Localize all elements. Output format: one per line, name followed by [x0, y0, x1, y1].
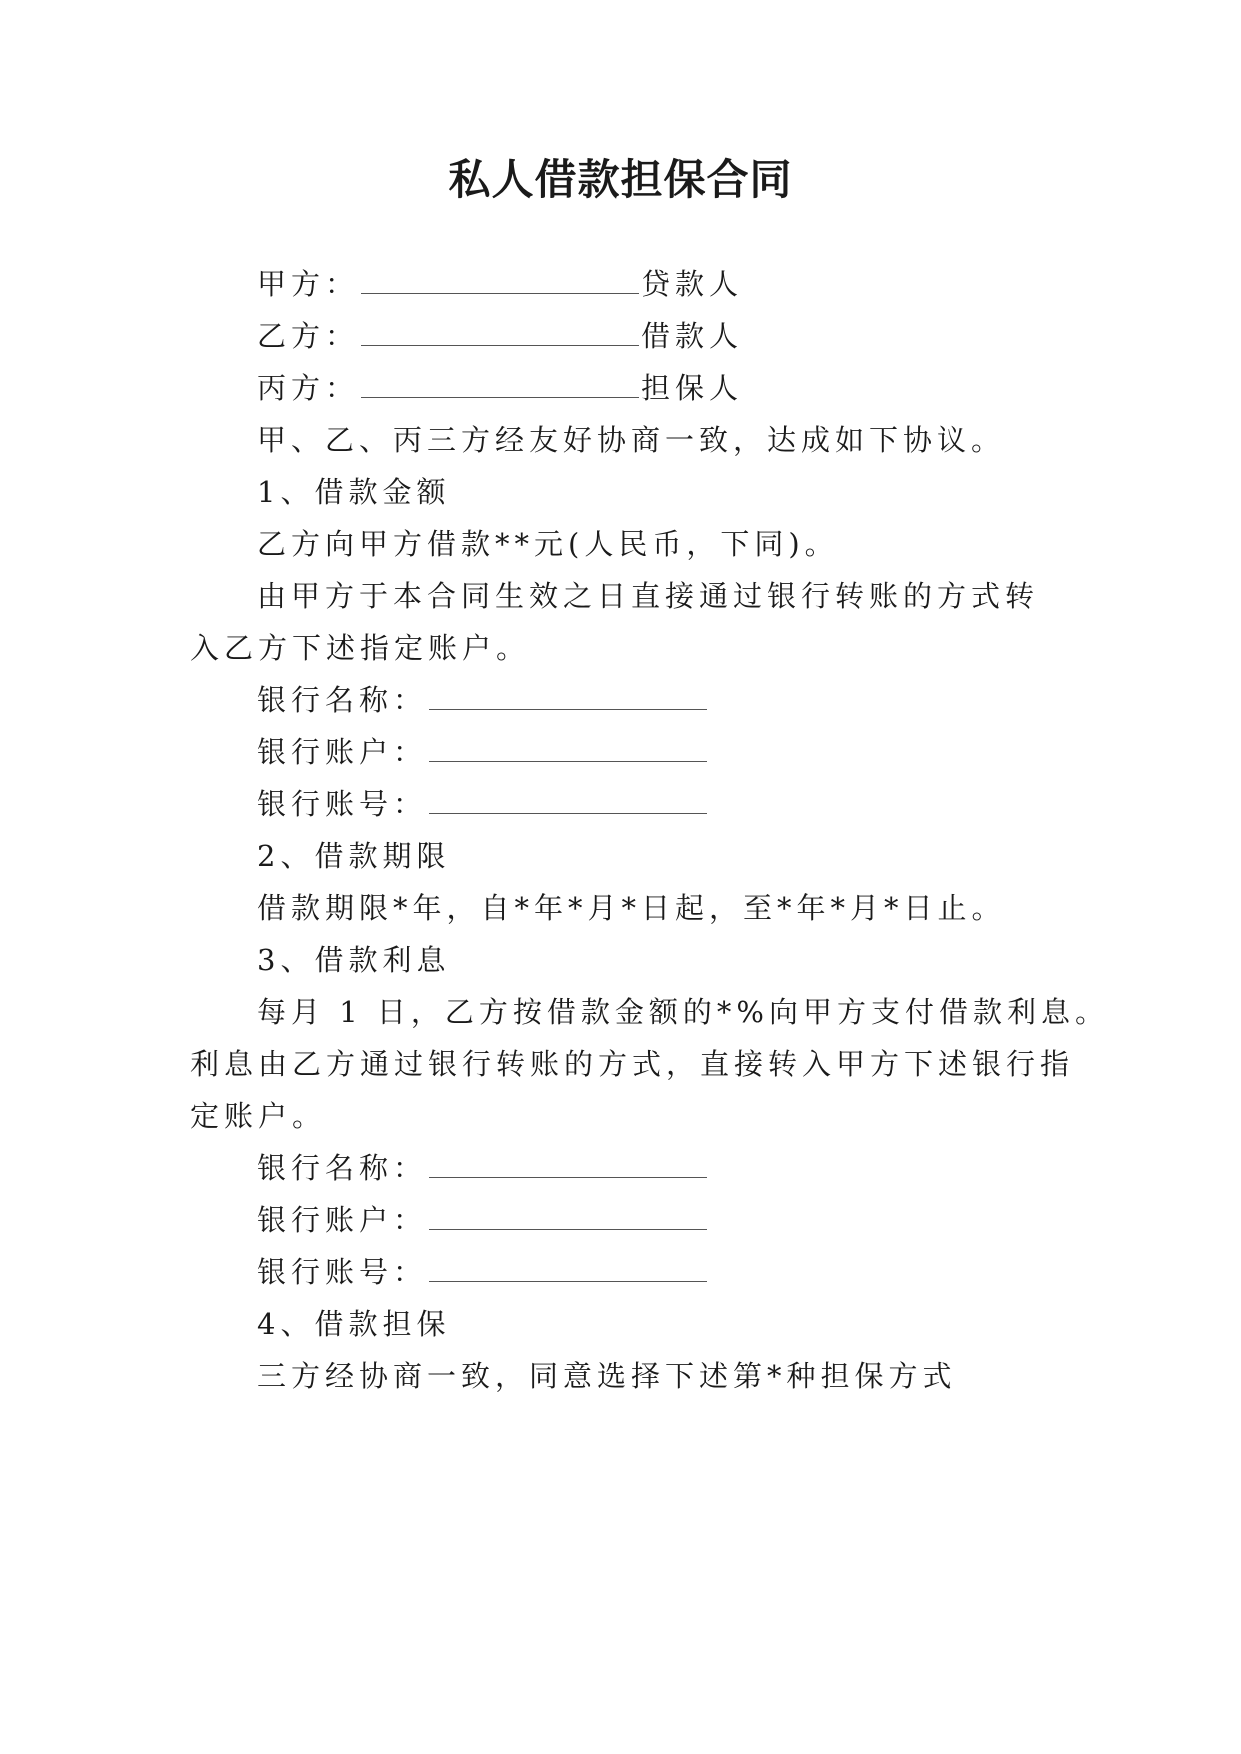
section-3-heading: 3、借款利息	[257, 943, 451, 977]
bank1-number-line	[257, 786, 709, 822]
bank2-name-label: 银行名称：	[257, 1151, 428, 1185]
bank2-account-label: 银行账户：	[257, 1203, 428, 1237]
document-title: 私人借款担保合同	[448, 155, 793, 204]
section-2-heading: 2、借款期限	[257, 839, 451, 873]
bank1-account-label: 银行账户：	[257, 735, 428, 769]
bank1-name-label: 银行名称：	[257, 683, 428, 717]
bank2-number-blank[interactable]	[429, 1255, 707, 1282]
party-c-label: 丙方：	[257, 371, 360, 405]
bank1-number-label: 银行账号：	[257, 787, 428, 821]
party-c-blank[interactable]	[361, 371, 639, 398]
party-a-line	[257, 266, 743, 302]
party-b-blank[interactable]	[361, 319, 639, 346]
party-b-line	[257, 318, 743, 354]
section-1-amount: 乙方向甲方借款**元(人民币，下同)。	[257, 527, 839, 561]
party-c-line	[257, 370, 743, 406]
section-3-line-2: 利息由乙方通过银行转账的方式，直接转入甲方下述银行指	[190, 1047, 1075, 1081]
bank1-number-blank[interactable]	[429, 787, 707, 814]
section-4-text: 三方经协商一致，同意选择下述第*种担保方式	[257, 1359, 957, 1393]
bank1-account-line	[257, 734, 709, 770]
section-1-heading: 1、借款金额	[257, 475, 451, 509]
bank1-name-blank[interactable]	[429, 683, 707, 710]
bank2-number-line	[257, 1254, 709, 1290]
party-a-label: 甲方：	[257, 267, 360, 301]
section-1-transfer-line-1: 由甲方于本合同生效之日直接通过银行转账的方式转	[257, 579, 1040, 613]
section-3-line-3: 定账户。	[190, 1099, 327, 1133]
section-4-heading: 4、借款担保	[257, 1307, 451, 1341]
section-1-transfer-line-2: 入乙方下述指定账户。	[190, 631, 531, 665]
party-c-role: 担保人	[641, 371, 744, 405]
bank2-account-line	[257, 1202, 709, 1238]
bank2-number-label: 银行账号：	[257, 1255, 428, 1289]
party-a-blank[interactable]	[361, 267, 639, 294]
bank2-name-blank[interactable]	[429, 1151, 707, 1178]
bank2-account-blank[interactable]	[429, 1203, 707, 1230]
party-b-role: 借款人	[641, 319, 744, 353]
party-b-label: 乙方：	[257, 319, 360, 353]
section-2-text: 借款期限*年，自*年*月*日起，至*年*月*日止。	[257, 891, 1006, 925]
bank1-name-line	[257, 682, 709, 718]
bank1-account-blank[interactable]	[429, 735, 707, 762]
party-a-role: 贷款人	[641, 267, 744, 301]
bank2-name-line	[257, 1150, 709, 1186]
section-3-line-1: 每月 1 日，乙方按借款金额的*%向甲方支付借款利息。	[257, 995, 1109, 1029]
intro-paragraph: 甲、乙、丙三方经友好协商一致，达成如下协议。	[257, 423, 1006, 457]
